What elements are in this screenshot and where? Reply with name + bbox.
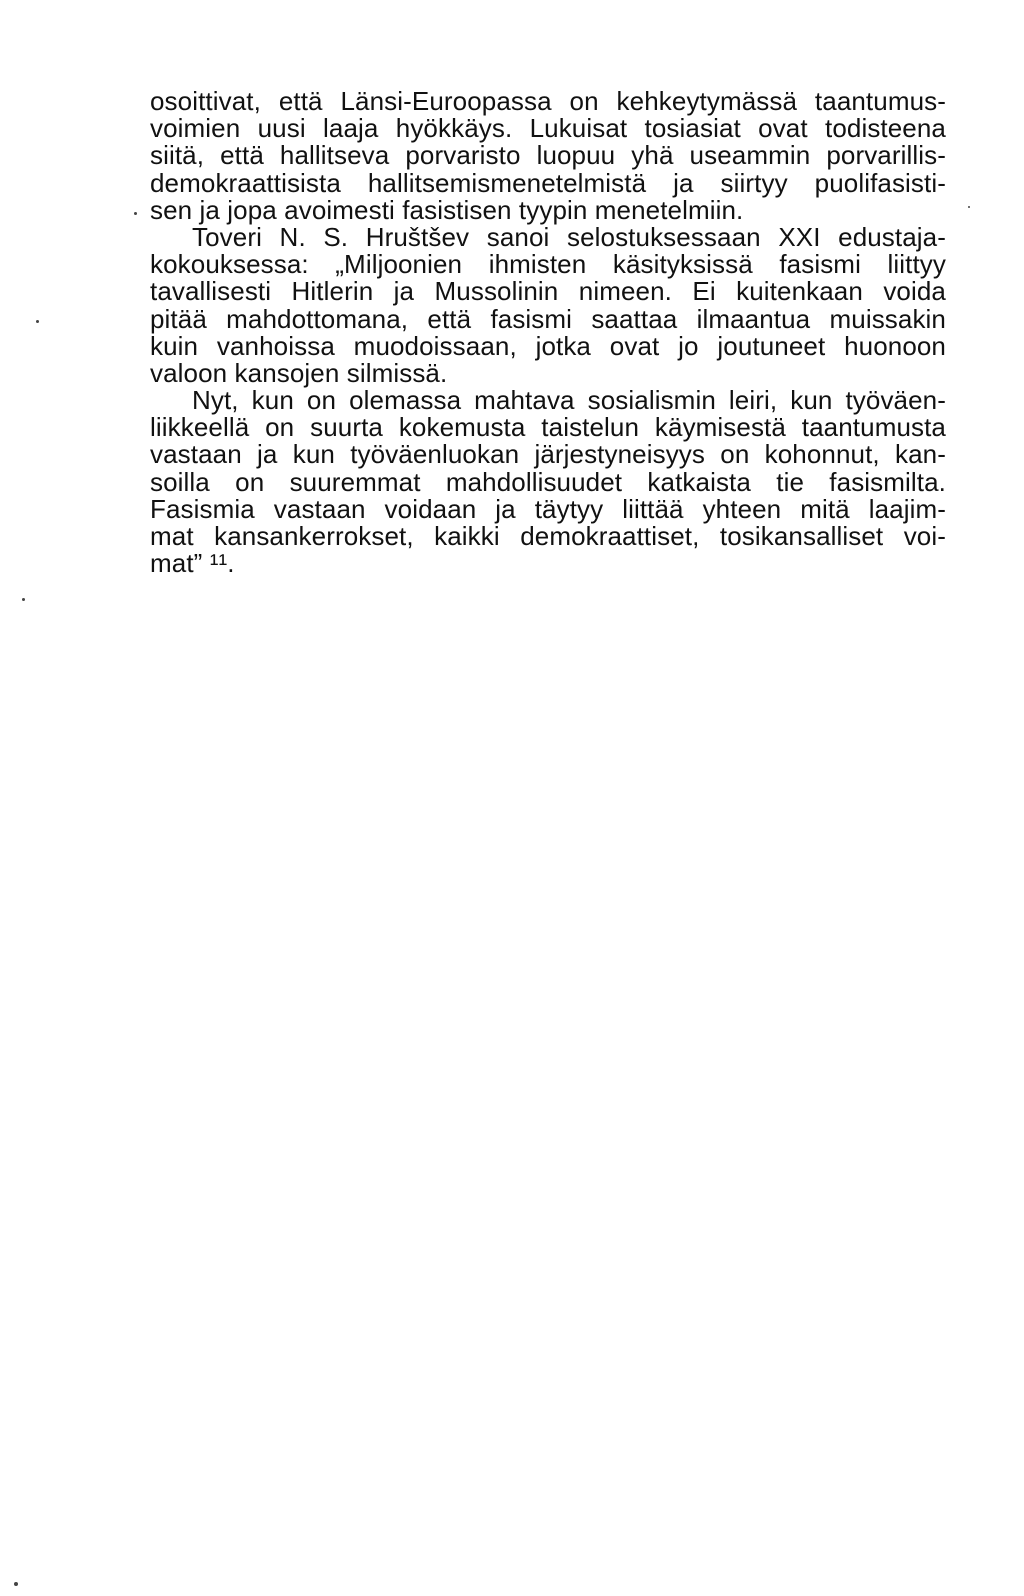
print-speck xyxy=(36,320,39,323)
text-line: siitä, että hallitseva porvaristo luopuu yhä useammin porvarillis- xyxy=(150,140,946,171)
text-line: valoon kansojen silmissä. xyxy=(150,357,448,388)
text-line: mat” ¹¹. xyxy=(150,548,235,579)
print-speck xyxy=(22,598,25,601)
print-speck xyxy=(134,212,137,215)
text-line: liikkeellä on suurta kokemusta taistelun käymisestä taantumusta xyxy=(150,412,946,443)
text-line: kokouksessa: „Miljoonien ihmisten käsityksissä fasismi liittyy xyxy=(150,249,946,280)
print-speck xyxy=(968,206,970,208)
text-line: mat kansankerrokset, kaikki demokraattiset, tosikansalliset voi- xyxy=(150,521,946,551)
text-line: vastaan ja kun työväenluokan järjestyneisyys on kohonnut, kan- xyxy=(150,439,946,470)
text-line: Nyt, kun on olemassa mahtava sosialismin leiri, kun työväen- xyxy=(192,385,946,416)
text-line: Fasismia vastaan voidaan ja täytyy liittää yhteen mitä laajim- xyxy=(150,493,946,524)
text-line: tavallisesti Hitlerin ja Mussolinin nimeen. Ei kuitenkaan voida xyxy=(150,276,946,307)
text-line: voimien uusi laaja hyökkäys. Lukuisat tosiasiat ovat todisteena xyxy=(150,113,946,144)
text-line: osoittivat, että Länsi-Euroopassa on kehkeytymässä taantumus- xyxy=(150,86,946,116)
text-line: sen ja jopa avoimesti fasistisen tyypin menetelmiin. xyxy=(150,194,744,225)
print-speck xyxy=(14,1582,18,1586)
text-line: Toveri N. S. Hruštšev sanoi selostuksessaan XXI edustaja- xyxy=(192,221,946,252)
body-text xyxy=(150,88,946,577)
text-line: demokraattisista hallitsemismenetelmistä ja siirtyy puolifasisti- xyxy=(150,167,946,198)
text-line: kuin vanhoissa muodoissaan, jotka ovat jo joutuneet huonoon xyxy=(150,330,946,361)
text-line: soilla on suuremmat mahdollisuudet katkaista tie fasismilta. xyxy=(150,466,946,497)
text-line: pitää mahdottomana, että fasismi saattaa ilmaantua muissakin xyxy=(150,303,946,334)
